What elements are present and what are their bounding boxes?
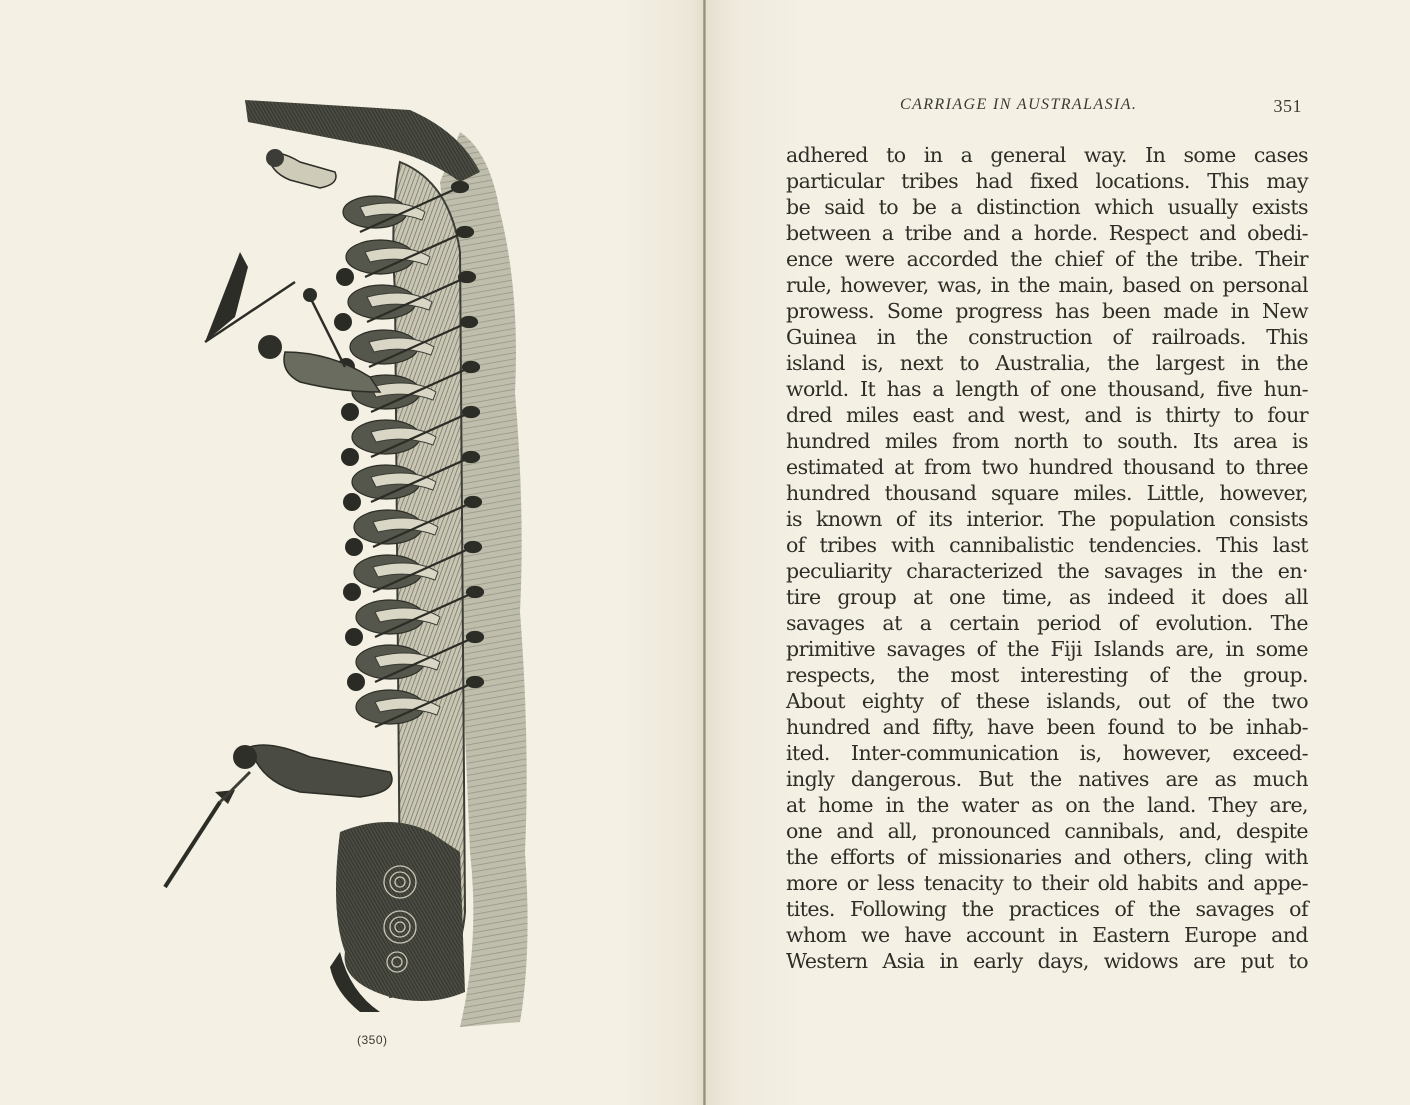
text-line: primitive savages of the Fiji Islands are, in some [786, 637, 1308, 661]
text-line: is known of its interior. The population consists [786, 507, 1308, 531]
text-line: of tribes with cannibalistic tendencies. This last [786, 533, 1308, 557]
text-line: be said to be a distinction which usually exists [786, 195, 1308, 219]
text-line: whom we have account in Eastern Europe and [786, 923, 1308, 947]
text-line: island is, next to Australia, the largest in the [786, 351, 1308, 375]
text-line: at home in the water as on the land. They are, [786, 793, 1308, 817]
body-text [786, 142, 1308, 974]
text-line: respects, the most interesting of the group. [786, 663, 1308, 687]
plate-page-number: (350) [357, 1033, 388, 1047]
text-line: dred miles east and west, and is thirty to four [786, 403, 1308, 427]
text-line: hundred and fifty, have been found to be inhab- [786, 715, 1308, 739]
page-number: 351 [1273, 96, 1302, 116]
running-title: CARRIAGE IN AUSTRALASIA. [900, 96, 1138, 113]
right-page [706, 0, 1410, 1105]
text-line: tites. Following the practices of the savages of [786, 897, 1308, 921]
text-line: savages at a certain period of evolution. The [786, 611, 1308, 635]
text-line: prowess. Some progress has been made in New [786, 299, 1308, 323]
text-line: Guinea in the construction of railroads. This [786, 325, 1308, 349]
text-line: one and all, pronounced cannibals, and, despite [786, 819, 1308, 843]
text-line: world. It has a length of one thousand, five hun- [786, 377, 1308, 401]
text-line: hundred thousand square miles. Little, however, [786, 481, 1308, 505]
text-line: ited. Inter-communication is, however, exceed- [786, 741, 1308, 765]
canoe-engraving-icon [160, 92, 560, 1032]
text-line: more or less tenacity to their old habits and appe- [786, 871, 1308, 895]
text-line: peculiarity characterized the savages in the en· [786, 559, 1308, 583]
text-line: adhered to in a general way. In some cases [786, 143, 1308, 167]
text-line: tire group at one time, as indeed it does all [786, 585, 1308, 609]
text-line: About eighty of these islands, out of the two [786, 689, 1308, 713]
left-page [0, 0, 704, 1105]
engraving-illustration [160, 92, 560, 1032]
running-head [900, 96, 1302, 120]
text-line: rule, however, was, in the main, based on personal [786, 273, 1308, 297]
text-line: ingly dangerous. But the natives are as much [786, 767, 1308, 791]
text-line: the efforts of missionaries and others, cling with [786, 845, 1308, 869]
text-line: between a tribe and a horde. Respect and obedi- [786, 221, 1308, 245]
text-line: estimated at from two hundred thousand to three [786, 455, 1308, 479]
text-line: Western Asia in early days, widows are put to [786, 949, 1308, 973]
text-line: hundred miles from north to south. Its area is [786, 429, 1308, 453]
text-line: particular tribes had fixed locations. This may [786, 169, 1308, 193]
text-line: ence were accorded the chief of the tribe. Their [786, 247, 1308, 271]
